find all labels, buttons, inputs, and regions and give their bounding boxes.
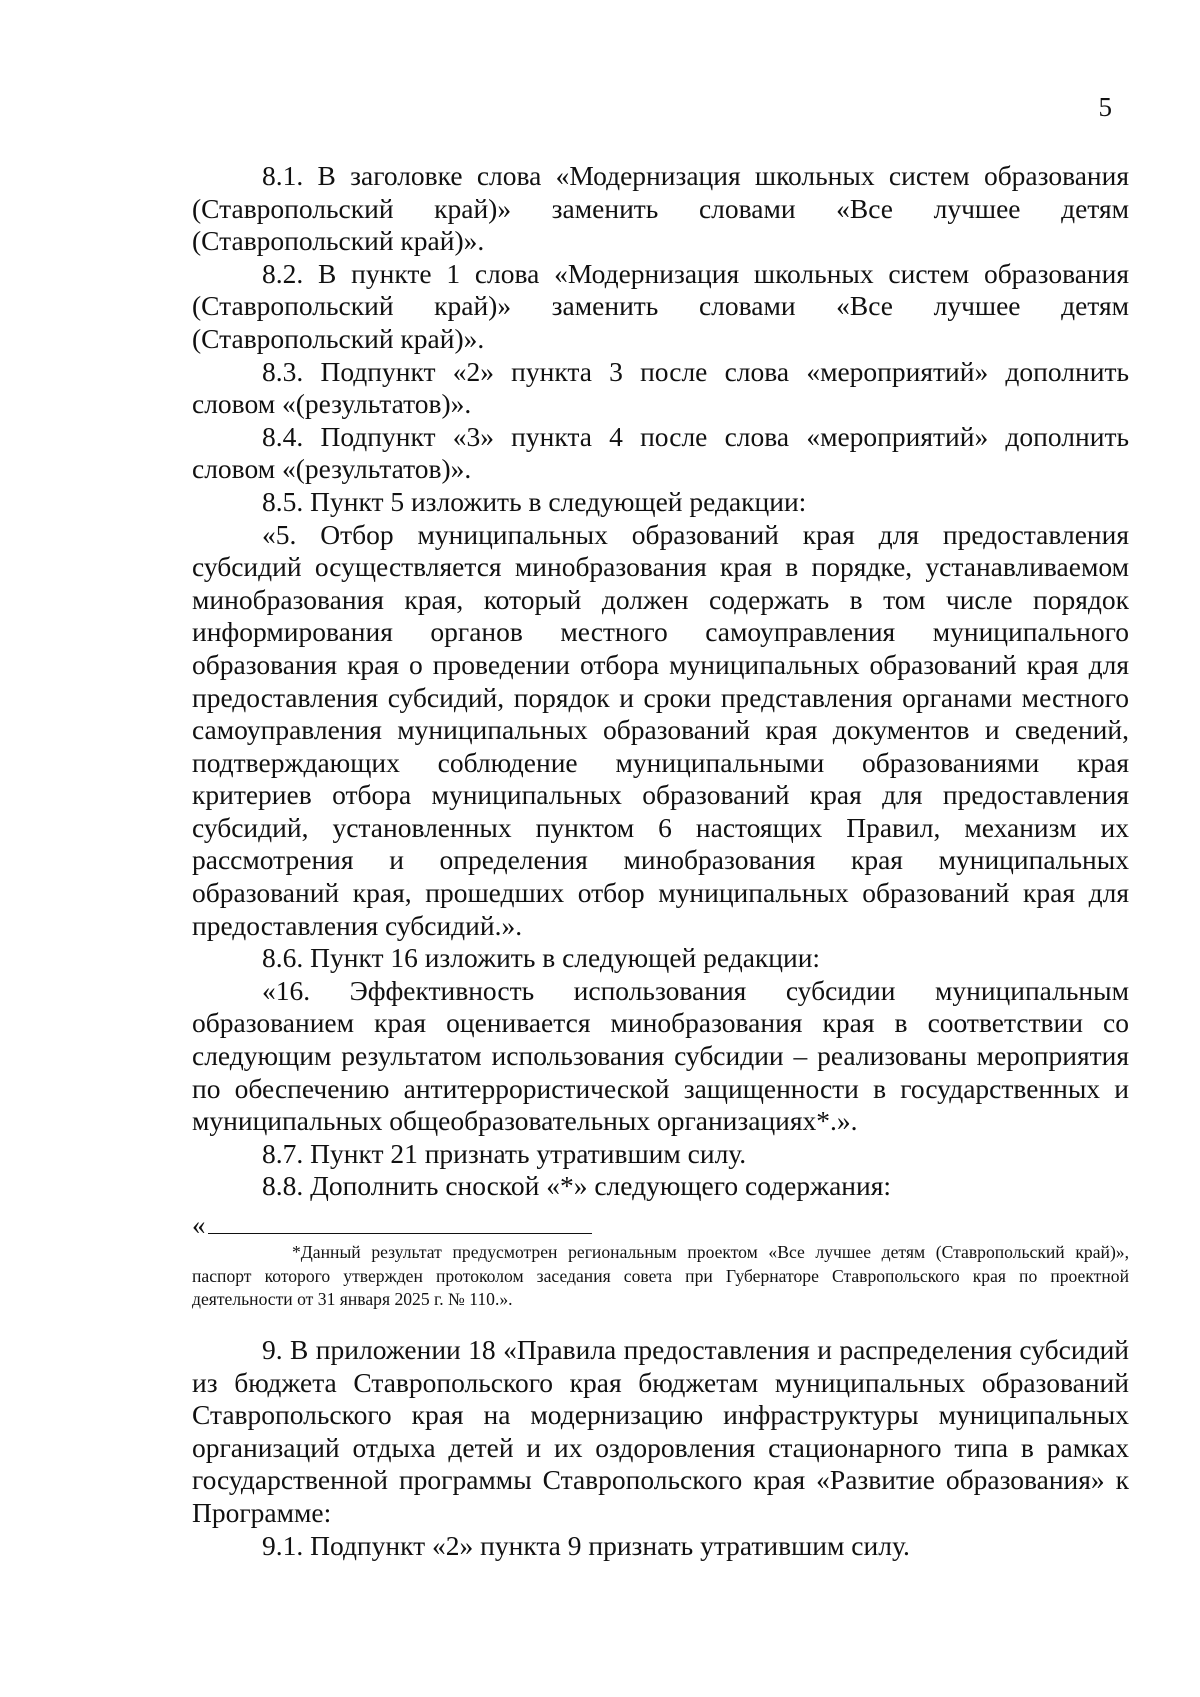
paragraph-8-1: 8.1. В заголовке слова «Модернизация школьных систем образования (Ставропольский край)» заменить словами «Все лучшее детям (Ставропольский край)».	[192, 160, 1129, 257]
section-9	[192, 1334, 1129, 1562]
paragraph-8-6-text: «16. Эффективность использования субсидии муниципальным образованием края оценивается минобразования края в соответствии со следующим результатом использования субсидии – реализованы мероприятия по обеспечению антитеррористической защищенности в государственных и муниципальных общеобразовательных организациях*.».	[192, 974, 1129, 1137]
paragraph-8-4: 8.4. Подпункт «3» пункта 4 после слова «мероприятий» дополнить словом «(результатов)».	[192, 420, 1129, 485]
footnote-text: *Данный результат предусмотрен региональным проектом «Все лучшее детям (Ставропольский край)», паспорт которого утвержден протоколом заседания совета при Губернаторе Ставропольского края по проектной деятельности от 31 января 2025 г. № 110.».	[192, 1242, 1129, 1310]
page-number: 5	[1098, 92, 1112, 122]
paragraph-8-8: 8.8. Дополнить сноской «*» следующего содержания:	[262, 1170, 892, 1202]
paragraph-8-3: 8.3. Подпункт «2» пункта 3 после слова «мероприятий» дополнить словом «(результатов)».	[192, 355, 1129, 420]
paragraph-8-5: 8.5. Пункт 5 изложить в следующей редакции:	[262, 485, 807, 517]
footnote-separator	[208, 1233, 592, 1234]
document-body	[192, 160, 1129, 1203]
paragraph-8-2: 8.2. В пункте 1 слова «Модернизация школьных систем образования (Ставропольский край)» заменить словами «Все лучшее детям (Ставропольский край)».	[192, 257, 1129, 354]
paragraph-8-6: 8.6. Пункт 16 изложить в следующей редакции:	[262, 942, 821, 974]
footnote-open-quote: «	[192, 1210, 206, 1240]
paragraph-8-5-text: «5. Отбор муниципальных образований края для предоставления субсидий осуществляется минобразования края в порядке, устанавливаемом минобразования края, который должен содержать в том числе порядок информирования органов местного самоуправления муниципального образования края о проведении отбора муниципальных образований края для предоставления субсидий, порядок и сроки представления органами местного самоуправления муниципальных образований края документов и сведений, подтверждающих соблюдение муниципальными образованиями края критериев отбора муниципальных образований края для предоставления субсидий, установленных пунктом 6 настоящих Правил, механизм их рассмотрения и определения минобразования края муниципальных образований края, прошедших отбор муниципальных образований края для предоставления субсидий.».	[192, 518, 1129, 941]
paragraph-9: 9. В приложении 18 «Правила предоставления и распределения субсидий из бюджета Ставропольского края бюджетам муниципальных образований Ставропольского края на модернизацию инфраструктуры муниципальных организаций отдыха детей и их оздоровления стационарного типа в рамках государственной программы Ставропольского края «Развитие образования» к Программе:	[192, 1334, 1129, 1528]
paragraph-9-1: 9.1. Подпункт «2» пункта 9 признать утратившим силу.	[262, 1529, 910, 1561]
paragraph-8-7: 8.7. Пункт 21 признать утратившим силу.	[262, 1137, 747, 1169]
